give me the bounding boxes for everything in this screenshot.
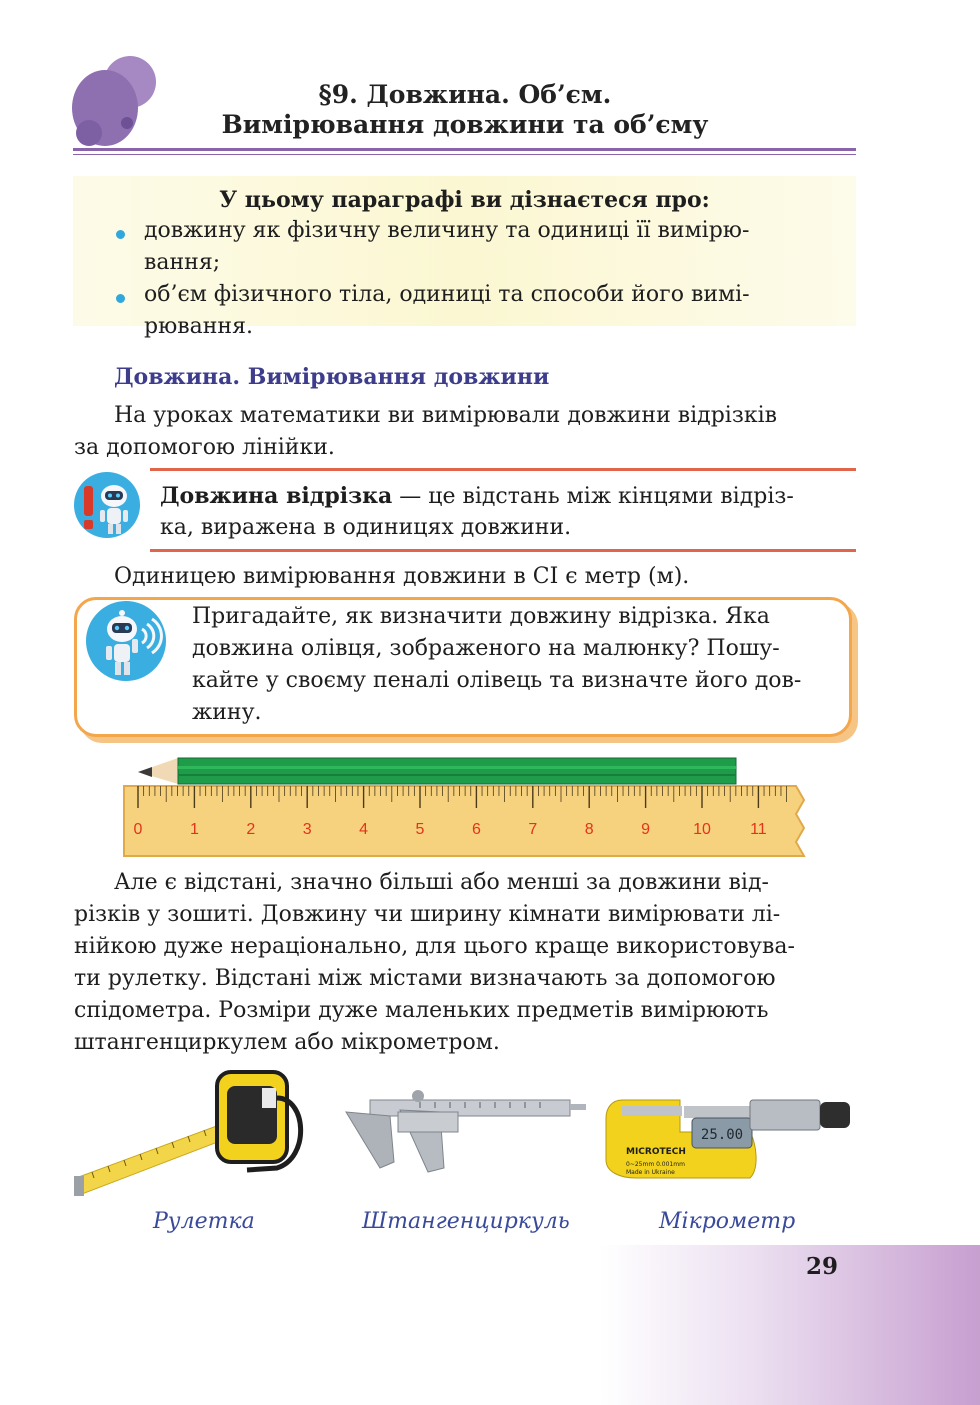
ruler-label: 0	[133, 821, 143, 838]
micrometer-display: 25.00	[700, 1127, 744, 1143]
goal-2-line2: рювання.	[144, 314, 253, 339]
definition-text: — це відстань між кінцями відріз-	[392, 484, 794, 509]
question-line1: Пригадайте, як визначити довжину відрізка. Яка	[192, 604, 770, 629]
robot-exclamation-icon	[74, 472, 140, 538]
definition-line1	[160, 480, 794, 513]
page-number-band	[600, 1245, 980, 1405]
goal-1-line1: довжину як фізичну величину та одиниці її вимірю-	[144, 218, 750, 243]
tape-measure-image	[72, 1058, 312, 1208]
header-rule	[73, 148, 856, 151]
chapter-title-line2: Вимірювання довжини та об’єму	[221, 110, 709, 139]
ruler-label: 4	[359, 821, 369, 838]
ruler-label: 3	[302, 821, 312, 838]
page-number: 29	[806, 1253, 839, 1280]
micrometer-brand: MICROTECH	[626, 1147, 686, 1157]
paragraph-2-line4: ти рулетку. Відстані між містами визначають за допомогою	[74, 966, 776, 991]
ruler-label: 7	[528, 821, 538, 838]
tape-measure-caption: Рулетка	[153, 1209, 255, 1234]
section-heading: Довжина. Вимірювання довжини	[114, 364, 550, 390]
bullet-dot	[116, 294, 125, 303]
micrometer-origin: Made in Ukraine	[626, 1169, 675, 1176]
caliper-image	[340, 1082, 590, 1182]
definition-bottom-rule	[150, 549, 856, 552]
bullet-dot	[116, 230, 125, 239]
ruler-label: 6	[471, 821, 481, 838]
si-unit-sentence: Одиницею вимірювання довжини в СІ є метр (м).	[114, 564, 690, 589]
paragraph-2-line2: різків у зошиті. Довжину чи ширину кімнати вимірювати лі-	[74, 902, 781, 927]
learning-goals-heading: У цьому параграфі ви дізнаєтеся про:	[219, 187, 710, 213]
micrometer-caption: Мікрометр	[659, 1209, 796, 1234]
ruler-label: 11	[750, 821, 767, 838]
definition-line2: ка, виражена в одиницях довжини.	[160, 515, 572, 540]
micrometer-spec: 0~25mm 0.001mm	[626, 1161, 685, 1168]
ruler-label: 10	[693, 821, 711, 838]
ruler-label: 1	[189, 821, 199, 838]
pencil-ruler-illustration	[120, 752, 820, 862]
ruler-label: 2	[246, 821, 256, 838]
paragraph-1-line1: На уроках математики ви вимірювали довжини відрізків	[114, 403, 777, 428]
decor-circle-dot	[121, 117, 133, 129]
pencil	[138, 758, 736, 784]
paragraph-2-line5: спідометра. Розміри дуже маленьких предметів вимірюють	[74, 998, 769, 1023]
paragraph-2-line3: нійкою дуже нераціонально, для цього краще використовува-	[74, 934, 795, 959]
definition-top-rule	[150, 468, 856, 471]
goal-2-line1: об’єм фізичного тіла, одиниці та способи його вимі-	[144, 282, 750, 307]
caliper-caption: Штангенциркуль	[362, 1209, 570, 1234]
question-line2: довжина олівця, зображеного на малюнку? Пошу-	[192, 636, 780, 661]
paragraph-2-line6: штангенциркулем або мікрометром.	[74, 1030, 500, 1055]
ruler-label: 8	[584, 821, 594, 838]
chapter-title-line1: §9. Довжина. Об’єм.	[318, 80, 612, 109]
header-rule-thin	[73, 154, 856, 155]
question-line3: кайте у своєму пеналі олівець та визначте його дов-	[192, 668, 802, 693]
ruler-label: 5	[415, 821, 425, 838]
question-line4: жину.	[192, 700, 262, 725]
ruler	[124, 786, 804, 856]
ruler-label: 9	[641, 821, 651, 838]
robot-speaking-icon	[86, 601, 166, 681]
paragraph-2-line1: Але є відстані, значно більші або менші за довжини від-	[114, 870, 769, 895]
paragraph-1-line2: за допомогою лінійки.	[74, 435, 335, 460]
definition-term: Довжина відрізка	[160, 483, 393, 509]
goal-1-line2: вання;	[144, 250, 221, 275]
micrometer-image	[600, 1082, 860, 1182]
decor-circle-small	[76, 120, 102, 146]
